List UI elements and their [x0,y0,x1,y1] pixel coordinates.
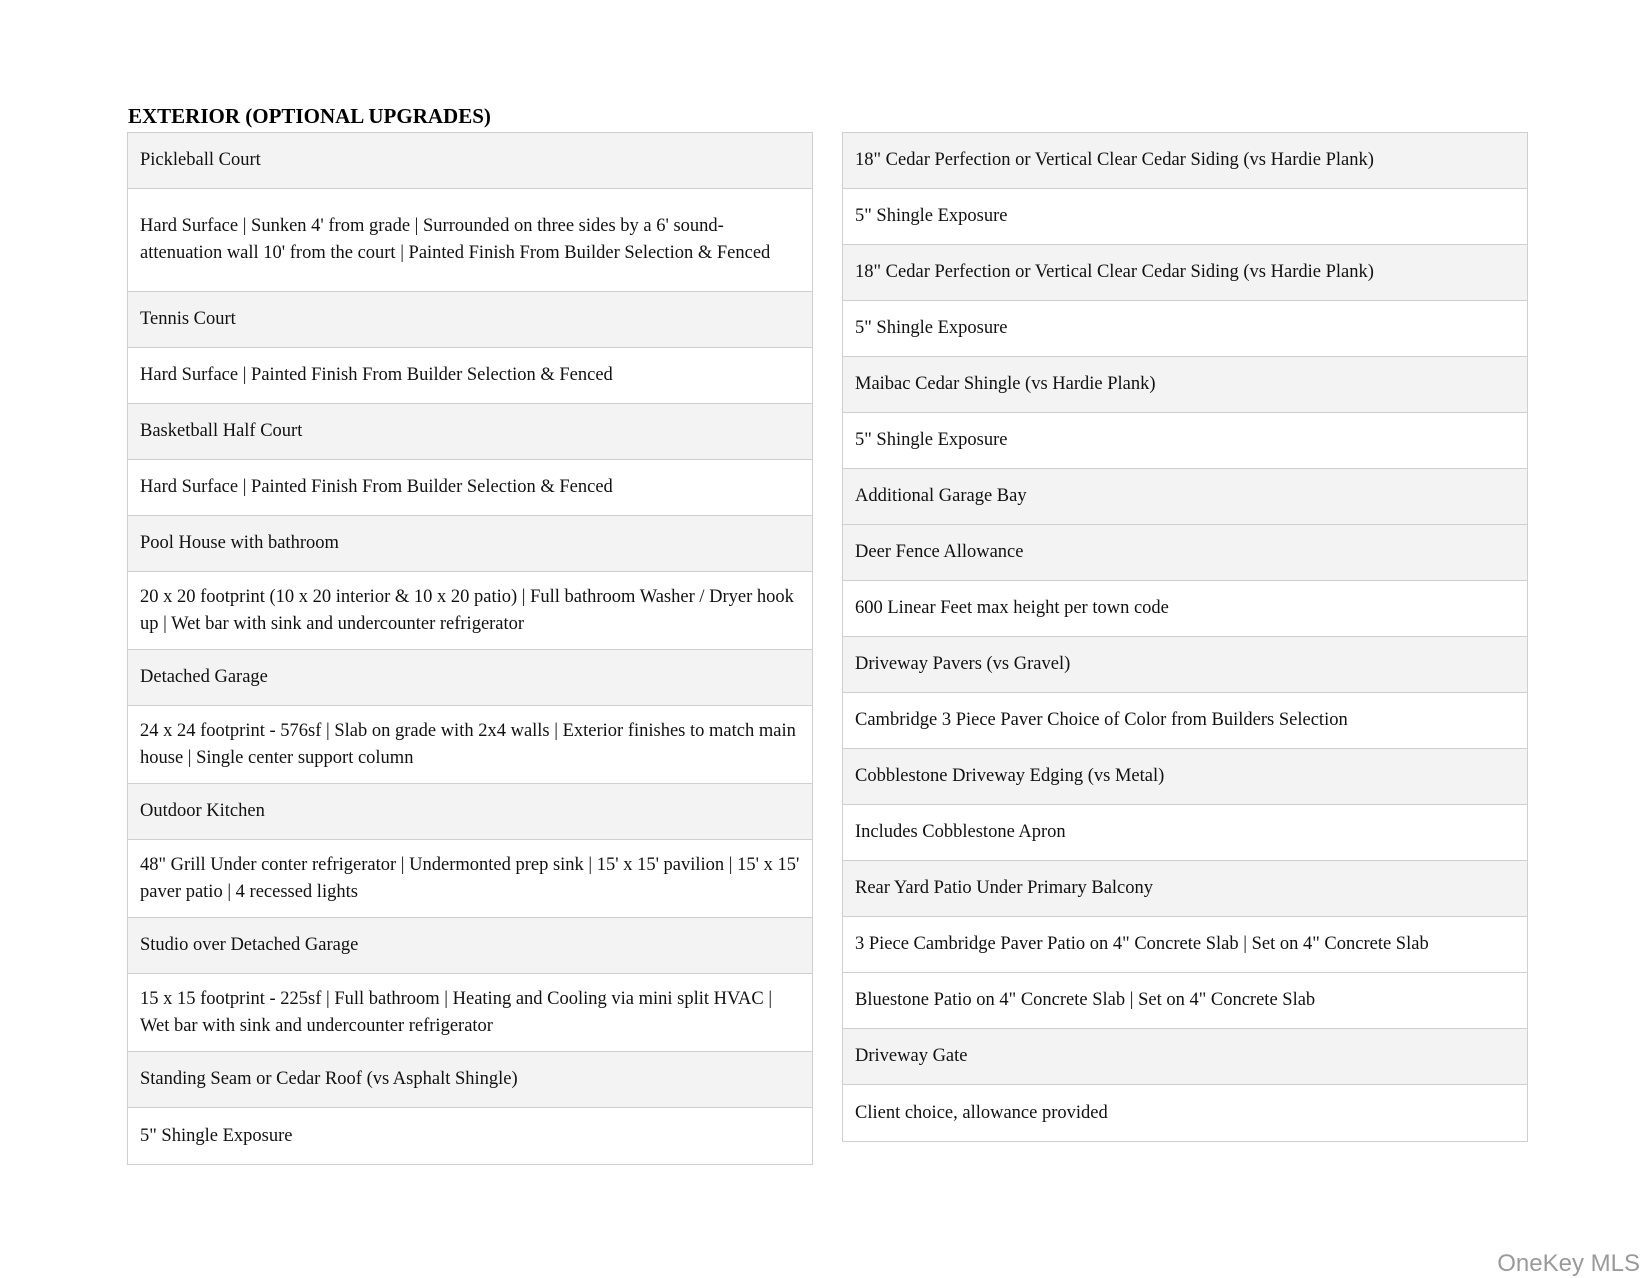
table-row [128,1108,812,1164]
table-row [128,840,812,918]
table-row [843,973,1527,1029]
table-row [843,189,1527,245]
table-row [128,1052,812,1108]
row-text: 5" Shingle Exposure [855,206,1008,226]
row-text: Driveway Gate [855,1046,968,1066]
row-text: Detached Garage [140,667,268,687]
table-row [128,706,812,784]
table-row [128,918,812,974]
table-row [128,189,812,292]
row-text: Hard Surface | Painted Finish From Builder Selection & Fenced [140,365,613,385]
table-row [128,974,812,1052]
table-row [843,805,1527,861]
row-text: Pool House with bathroom [140,533,339,553]
table-row [843,301,1527,357]
table-row [128,404,812,460]
row-text: 24 x 24 footprint - 576sf | Slab on grade with 2x4 walls | Exterior finishes to match main house | Single center support column [140,720,796,768]
row-text: 15 x 15 footprint - 225sf | Full bathroom | Heating and Cooling via mini split HVAC | Wet bar with sink and undercounter refrigerator [140,988,773,1036]
table-row [128,572,812,650]
left-upgrades-table [127,132,813,1165]
table-row [128,460,812,516]
row-text: Deer Fence Allowance [855,542,1024,562]
row-text: 18" Cedar Perfection or Vertical Clear Cedar Siding (vs Hardie Plank) [855,262,1374,282]
row-text: Cambridge 3 Piece Paver Choice of Color from Builders Selection [855,710,1348,730]
table-row [843,637,1527,693]
row-text: Cobblestone Driveway Edging (vs Metal) [855,766,1165,786]
table-row [128,784,812,840]
table-row [843,245,1527,301]
section-heading: EXTERIOR (OPTIONAL UPGRADES) [128,104,491,128]
row-text: Additional Garage Bay [855,486,1027,506]
row-text: 20 x 20 footprint (10 x 20 interior & 10 x 20 patio) | Full bathroom Washer / Dryer hook up | Wet bar with sink and undercounter refrigerator [140,586,794,634]
row-text: 5" Shingle Exposure [855,430,1008,450]
table-row [128,516,812,572]
row-text: Hard Surface | Sunken 4' from grade | Surrounded on three sides by a 6' sound-attenuation wall 10' from the court | Painted Finish From Builder Selection & Fenced [140,216,771,263]
table-row [843,525,1527,581]
row-text: Basketball Half Court [140,421,303,441]
table-row [843,1085,1527,1141]
table-row [128,348,812,404]
row-text: Standing Seam or Cedar Roof (vs Asphalt Shingle) [140,1069,518,1089]
table-row [843,469,1527,525]
table-row [843,581,1527,637]
table-row [128,292,812,348]
row-text: 3 Piece Cambridge Paver Patio on 4" Concrete Slab | Set on 4" Concrete Slab [855,934,1429,954]
row-text: Pickleball Court [140,150,261,170]
table-row [128,133,812,189]
table-row [843,1029,1527,1085]
row-text: Tennis Court [140,309,236,329]
table-row [843,917,1527,973]
table-row [843,133,1527,189]
row-text: Includes Cobblestone Apron [855,822,1066,842]
row-text: 5" Shingle Exposure [855,318,1008,338]
table-row [843,693,1527,749]
row-text: Outdoor Kitchen [140,801,265,821]
row-text: 5" Shingle Exposure [140,1125,293,1146]
row-text: 48" Grill Under conter refrigerator | Undermonted prep sink | 15' x 15' pavilion | 15' x 15' paver patio | 4 recessed lights [140,854,800,902]
row-text: 600 Linear Feet max height per town code [855,598,1169,618]
row-text: Maibac Cedar Shingle (vs Hardie Plank) [855,374,1156,394]
row-text: Hard Surface | Painted Finish From Builder Selection & Fenced [140,477,613,497]
row-text: Rear Yard Patio Under Primary Balcony [855,878,1154,898]
table-row [843,749,1527,805]
row-text: Client choice, allowance provided [855,1102,1108,1123]
table-row [843,357,1527,413]
onekey-mls-watermark: OneKey MLS [1497,1250,1640,1277]
row-text: Studio over Detached Garage [140,935,359,955]
right-upgrades-table [842,132,1528,1142]
row-text: Bluestone Patio on 4" Concrete Slab | Set on 4" Concrete Slab [855,990,1316,1010]
table-row [128,650,812,706]
row-text: Driveway Pavers (vs Gravel) [855,654,1071,674]
row-text: 18" Cedar Perfection or Vertical Clear Cedar Siding (vs Hardie Plank) [855,150,1374,170]
table-row [843,861,1527,917]
table-row [843,413,1527,469]
